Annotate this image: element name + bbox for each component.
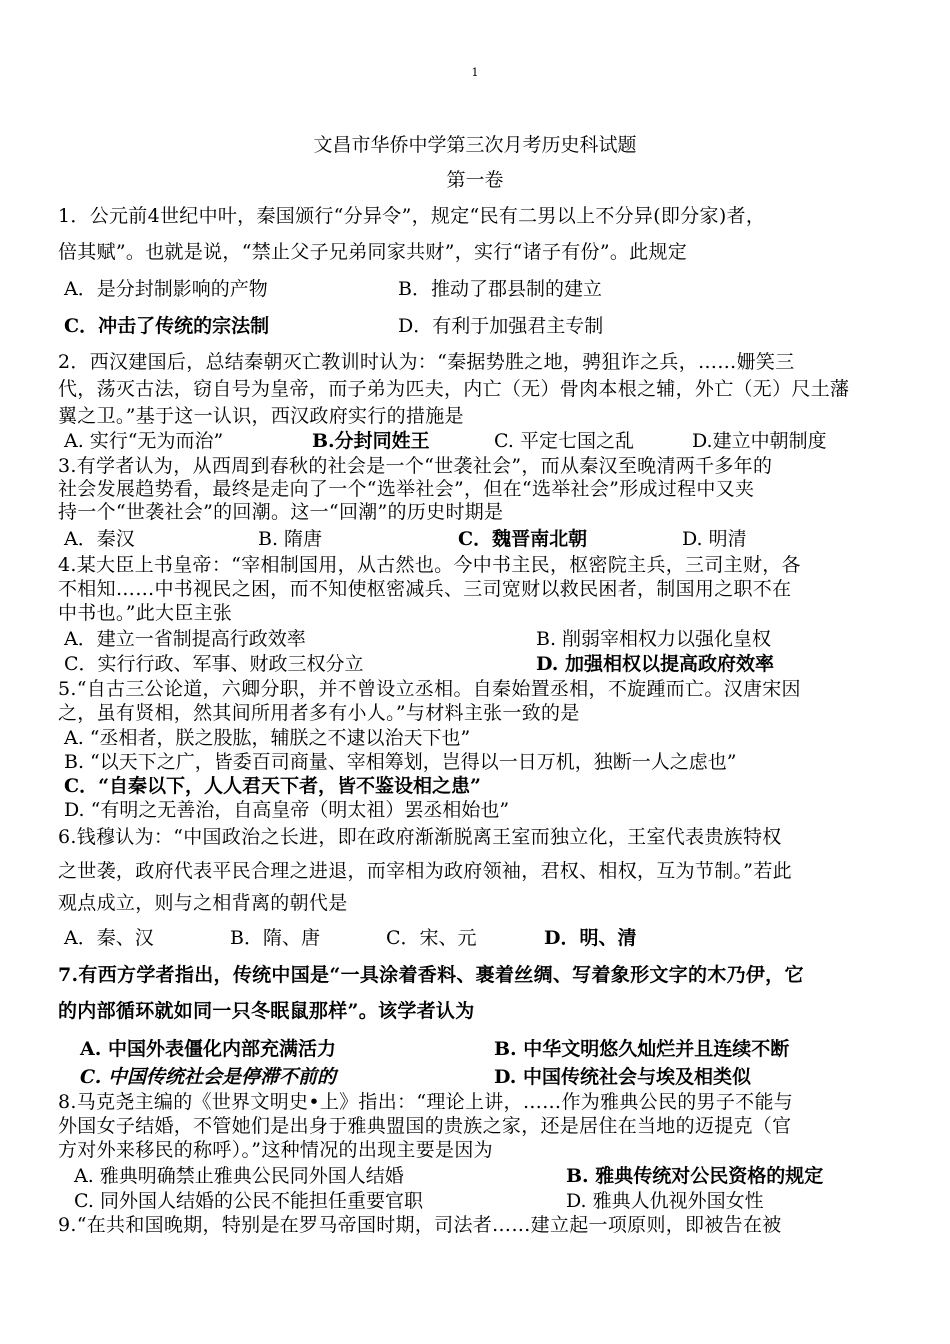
q8-option-a: A. 雅典明确禁止雅典公民同外国人结婚 [74, 1165, 404, 1187]
q7-stem-line-1: 7.有西方学者指出，传统中国是“一具涂着香料、裹着丝绸、写着象形文字的木乃伊，它 [58, 964, 804, 986]
q5-stem-line-1: 5.“自古三公论道，六卿分职，并不曾设立丞相。自秦始置丞相，不旋踵而亡。汉唐宋因 [58, 678, 801, 700]
q1-stem-line-2: 倍其赋”。也就是说，“禁止父子兄弟同家共财”，实行“诸子有份”。此规定 [58, 241, 688, 263]
q9-stem-line-1: 9.“在共和国晚期，特别是在罗马帝国时期，司法者……建立起一项原则，即被告在被 [58, 1214, 782, 1236]
q8-option-c: C. 同外国人结婚的公民不能担任重要官职 [74, 1190, 423, 1212]
q2-option-a: A. 实行“无为而治” [64, 430, 224, 452]
q6-option-b: B．隋、唐 [230, 927, 320, 949]
q3-stem-line-3: 持一个“世袭社会”的回潮。这一“回潮”的历史时期是 [58, 501, 504, 523]
q6-option-d: D．明、清 [544, 927, 637, 949]
q2-stem-line-3: 翼之卫。”基于这一认识，西汉政府实行的措施是 [58, 405, 464, 427]
q8-stem-line-3: 方对外来移民的称呼）。”这种情况的出现主要是因为 [58, 1139, 493, 1161]
q6-option-c: C．宋、元 [386, 927, 477, 949]
q5-option-a: A. “丞相者，朕之股肱，辅朕之不逮以治天下也” [64, 727, 471, 749]
q5-option-d: D. “有明之无善治，自高皇帝（明太祖）罢丞相始也” [64, 799, 510, 821]
q7-option-c: C. 中国传统社会是停滞不前的 [80, 1066, 337, 1088]
q8-option-b: B. 雅典传统对公民资格的规定 [566, 1165, 824, 1187]
q4-stem-line-2: 不相知……中书视民之困，而不知使枢密减兵、三司宽财以救民困者，制国用之职不在 [58, 578, 792, 600]
q4-option-a: A．建立一省制提高行政效率 [64, 628, 306, 650]
q4-stem-line-1: 4.某大臣上书皇帝：“宰相制国用，从古然也。今中书主民，枢密院主兵，三司主财，各 [58, 554, 801, 576]
q8-stem-line-2: 外国女子结婚，不管她们是出身于雅典盟国的贵族之家，还是居住在当地的迈提克（官 [58, 1115, 792, 1137]
q6-stem-line-3: 观点成立，则与之相背离的朝代是 [58, 892, 348, 914]
page-number: 1 [471, 66, 479, 79]
q6-option-a: A．秦、汉 [64, 927, 154, 949]
exam-title: 文昌市华侨中学第三次月考历史科试题 [313, 134, 637, 156]
q1-option-b: B．推动了郡县制的建立 [398, 278, 602, 300]
q1-stem-line-1: 1．公元前4世纪中叶，秦国颁行“分异令”，规定“民有二男以上不分异(即分家)者， [58, 205, 766, 227]
q2-option-c: C. 平定七国之乱 [494, 430, 634, 452]
q6-stem-line-1: 6.钱穆认为：“中国政治之长进，即在政府渐渐脱离王室而独立化，王室代表贵族特权 [58, 826, 782, 848]
q7-option-b: B. 中华文明悠久灿烂并且连续不断 [494, 1038, 790, 1060]
q8-stem-line-1: 8.马克尧主编的《世界文明史•上》指出：“理论上讲，……作为雅典公民的男子不能与 [58, 1091, 794, 1113]
q5-option-c: C．“自秦以下，人人君天下者，皆不鉴设相之患” [64, 775, 481, 797]
q5-stem-line-2: 之，虽有贤相，然其间所用者多有小人。”与材料主张一致的是 [58, 702, 580, 724]
q3-option-d: D. 明清 [682, 528, 747, 550]
q1-option-c: C．冲击了传统的宗法制 [64, 315, 270, 337]
q7-option-a: A. 中国外表僵化内部充满活力 [80, 1038, 336, 1060]
q2-option-b: B.分封同姓王 [312, 430, 430, 452]
q4-stem-line-3: 中书也。”此大臣主张 [58, 602, 233, 624]
q3-stem-line-1: 3.有学者认为，从西周到春秋的社会是一个“世袭社会”，而从秦汉至晚清两千多年的 [58, 455, 773, 477]
q3-option-a: A．秦汉 [64, 528, 135, 550]
q4-option-c: C．实行行政、军事、财政三权分立 [64, 653, 364, 675]
q7-stem-line-2: 的内部循环就如同一只冬眠鼠那样”。该学者认为 [58, 1000, 475, 1022]
q5-option-b: B. “以天下之广，皆委百司商量、宰相筹划，岂得以一日万机，独断一人之虑也” [64, 751, 737, 773]
q2-stem-line-2: 代，荡灭古法，窃自号为皇帝，而子弟为匹夫，内亡（无）骨肉本根之辅，外亡（无）尺土藩 [58, 378, 850, 400]
q2-option-d: D.建立中朝制度 [692, 430, 827, 452]
q4-option-d: D. 加强相权以提高政府效率 [536, 653, 775, 675]
section-title: 第一卷 [446, 169, 504, 191]
q2-stem-line-1: 2．西汉建国后，总结秦朝灭亡教训时认为：“秦据势胜之地，骋狙诈之兵，……姗笑三 [58, 351, 795, 373]
q3-stem-line-2: 社会发展趋势看，最终是走向了一个“选举社会”，但在“选举社会”形成过程中又夹 [58, 478, 755, 500]
q4-option-b: B. 削弱宰相权力以强化皇权 [536, 628, 772, 650]
q7-option-d: D. 中国传统社会与埃及相类似 [494, 1066, 752, 1088]
q3-option-c: C．魏晋南北朝 [458, 528, 588, 550]
q3-option-b: B. 隋唐 [258, 528, 323, 550]
q1-option-d: D．有利于加强君主专制 [398, 315, 604, 337]
q1-option-a: A．是分封制影响的产物 [64, 278, 268, 300]
q8-option-d: D. 雅典人仇视外国女性 [566, 1190, 764, 1212]
q6-stem-line-2: 之世袭，政府代表平民合理之进退，而宰相为政府领袖，君权、相权，互为节制。”若此 [58, 860, 792, 882]
